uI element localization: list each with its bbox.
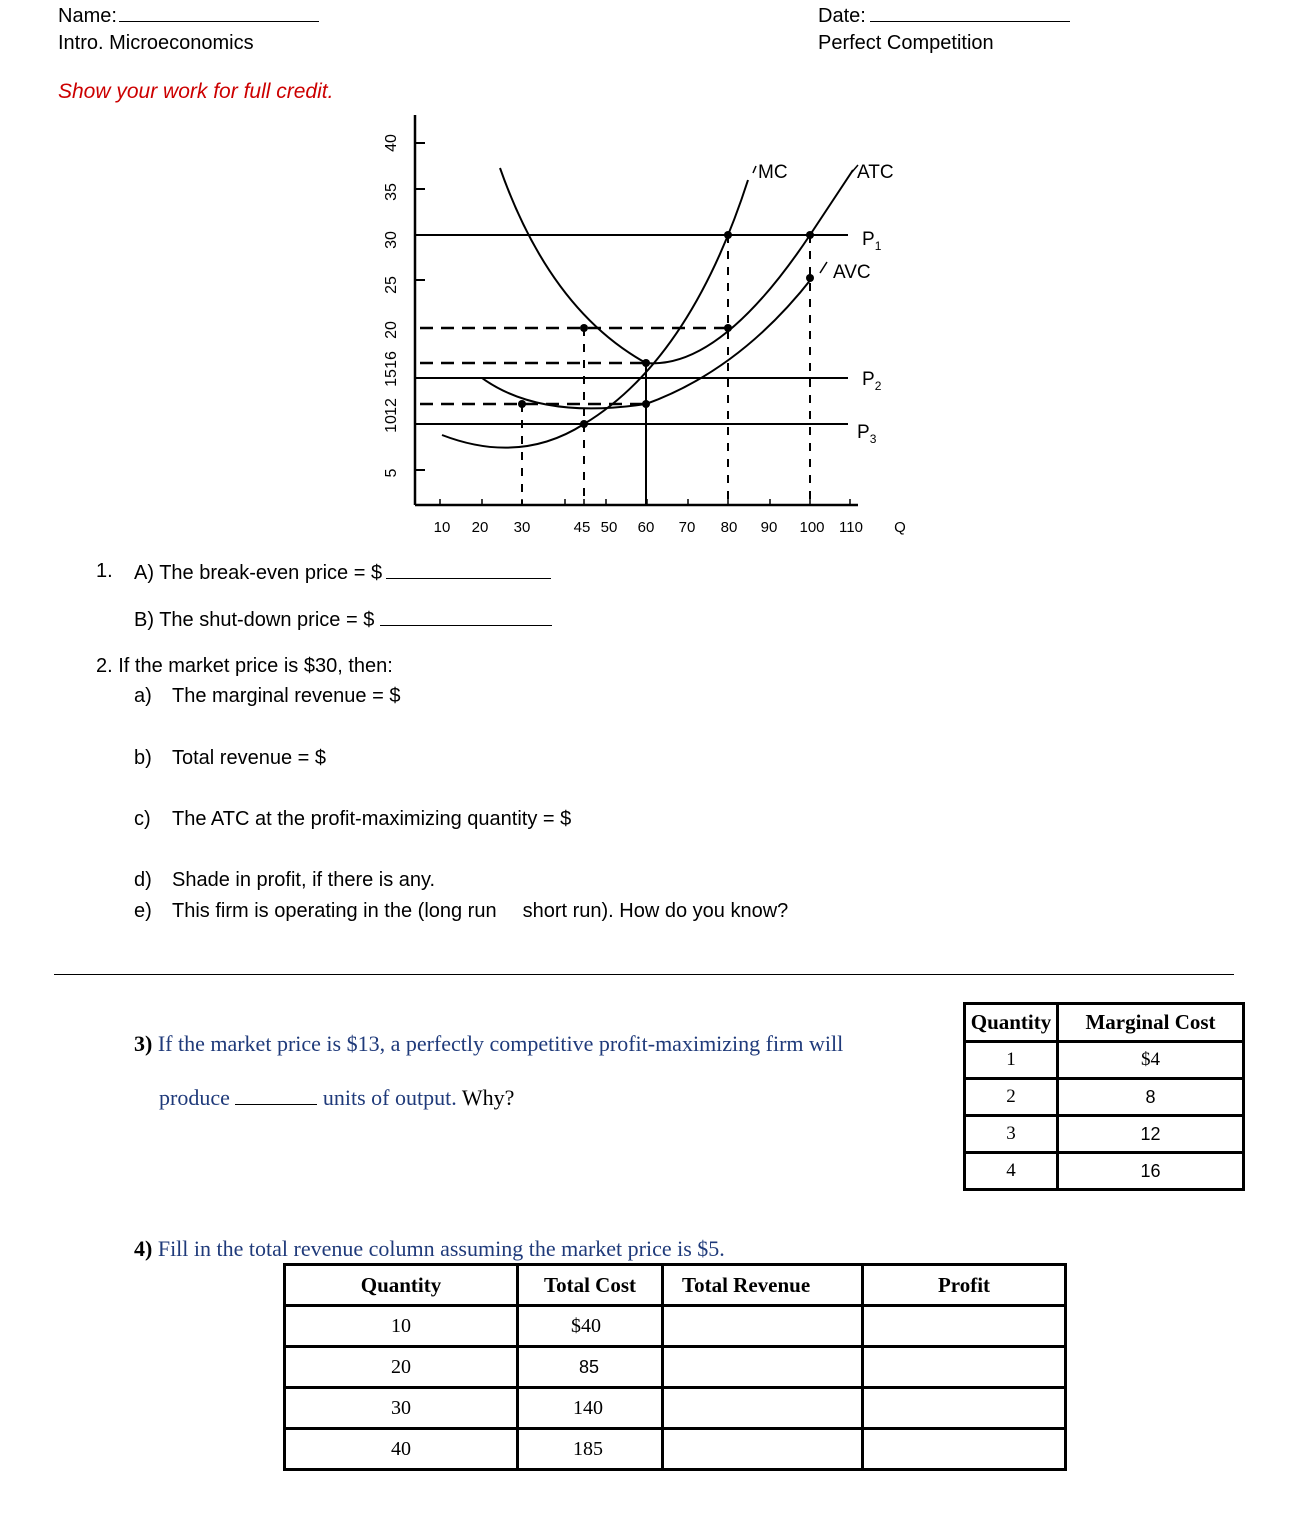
y-tick-label: 30 (383, 231, 400, 249)
name-field[interactable] (58, 3, 319, 28)
q2d-letter: d) (134, 869, 152, 891)
q2-stem: 2. If the market price is $30, then: (96, 655, 393, 677)
table-header: Total Cost (518, 1265, 663, 1306)
table-cell: 16 (1058, 1153, 1244, 1190)
table-header: Profit (863, 1265, 1066, 1306)
avc-label: AVC (833, 262, 871, 283)
x-tick-label: 100 (799, 519, 825, 536)
q3-line1: 3) If the market price is $13, a perfectly competitive profit-maximizing firm will (134, 1031, 844, 1056)
x-tick-label: 70 (678, 519, 696, 536)
x-axis-label: Q (894, 519, 906, 536)
p3-label: $P_3$ (857, 422, 877, 446)
y-tick-label: 35 (383, 183, 400, 201)
section-divider (54, 974, 1234, 975)
table-cell: 20 (285, 1347, 518, 1388)
x-tick-label: 30 (513, 519, 531, 536)
q3-answer-blank[interactable] (235, 1084, 317, 1105)
atc-label: ATC (857, 162, 894, 183)
answer-cell[interactable] (663, 1429, 863, 1470)
q1a-answer-blank[interactable] (386, 560, 551, 579)
table-header: Quantity (285, 1265, 518, 1306)
option-short-run[interactable]: short run). How do you know? (522, 900, 789, 922)
x-tick-label: 10 (433, 519, 451, 536)
q1a: A) The break-even price = $ (134, 560, 551, 585)
y-tick-label: 10 (383, 415, 400, 433)
x-tick-label: 90 (760, 519, 778, 536)
x-tick-label: 45 (573, 519, 591, 536)
q4-text: 4) Fill in the total revenue column assuming the market price is $5. (134, 1236, 725, 1261)
table-cell: 185 (518, 1429, 663, 1470)
answer-cell[interactable] (863, 1347, 1066, 1388)
q2e-text (172, 900, 788, 923)
table-cell: $4 (1058, 1042, 1244, 1079)
answer-cell[interactable] (863, 1306, 1066, 1347)
q2e-letter: e) (134, 900, 152, 922)
x-tick-label: 60 (637, 519, 655, 536)
x-tick-label: 50 (600, 519, 618, 536)
marginal-cost-table (963, 1002, 1245, 1191)
y-tick-label: 20 (383, 321, 400, 339)
table-cell: 8 (1058, 1079, 1244, 1116)
table-cell: 30 (285, 1388, 518, 1429)
q2c-text: The ATC at the profit-maximizing quantity = $ (172, 808, 572, 830)
x-tick-label: 20 (471, 519, 489, 536)
q2a-letter: a) (134, 685, 152, 707)
table-cell: 40 (285, 1429, 518, 1470)
date-label: Date: (818, 5, 866, 27)
x-tick-label: 80 (720, 519, 738, 536)
instruction-text: Show your work for full credit. (58, 80, 334, 103)
table-cell: 10 (285, 1306, 518, 1347)
total-revenue-table (283, 1263, 1067, 1471)
table-cell: 140 (518, 1388, 663, 1429)
table-cell: 3 (965, 1116, 1058, 1153)
answer-cell[interactable] (663, 1347, 863, 1388)
table-cell: 2 (965, 1079, 1058, 1116)
q1-number: 1. (96, 560, 113, 582)
q1b: B) The shut-down price = $ (134, 607, 552, 632)
name-label: Name: (58, 5, 117, 27)
q2b-letter: b) (134, 747, 152, 769)
mc-label: MC (758, 162, 788, 183)
y-tick-label: 15 (383, 369, 400, 387)
q2a-text: The marginal revenue = $ (172, 685, 401, 707)
p2-label: $P_2$ (862, 369, 882, 393)
table-cell: 1 (965, 1042, 1058, 1079)
answer-cell[interactable] (663, 1306, 863, 1347)
y-tick-label: 16 (383, 351, 400, 369)
table-header: Quantity (965, 1004, 1058, 1042)
cost-curves-graph (360, 110, 920, 550)
y-tick-label: 25 (383, 276, 400, 294)
answer-cell[interactable] (863, 1388, 1066, 1429)
answer-cell[interactable] (663, 1388, 863, 1429)
table-cell: 4 (965, 1153, 1058, 1190)
table-cell: 12 (1058, 1116, 1244, 1153)
table-cell: 85 (518, 1347, 663, 1388)
p1-label: $P_1$ (862, 229, 882, 253)
q2c-letter: c) (134, 808, 151, 830)
table-header: Marginal Cost (1058, 1004, 1244, 1042)
answer-cell[interactable] (863, 1429, 1066, 1470)
table-header: Total Revenue (663, 1265, 863, 1306)
option-long-run[interactable]: This firm is operating in the (long run (172, 900, 497, 922)
y-tick-label: 40 (383, 134, 400, 152)
x-tick-label: 110 (839, 519, 863, 536)
course-title: Intro. Microeconomics (58, 32, 254, 54)
q1b-answer-blank[interactable] (380, 607, 552, 626)
date-field[interactable] (818, 3, 1070, 28)
q2b-text: Total revenue = $ (172, 747, 326, 769)
q3-line2: produce units of output. Why? (159, 1085, 515, 1110)
y-tick-label: 12 (383, 398, 400, 416)
table-cell: $40 (518, 1306, 663, 1347)
q2d-text: Shade in profit, if there is any. (172, 869, 436, 891)
y-tick-label: 5 (383, 468, 400, 478)
topic-title: Perfect Competition (818, 32, 994, 54)
